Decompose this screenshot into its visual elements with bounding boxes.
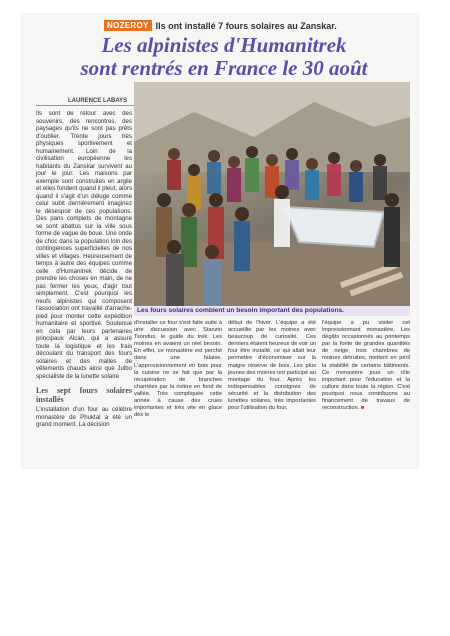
left-paragraph-2: L'installation d'un four au célèbre monastère de Phuktal a été un grand moment. La décision [36,406,132,428]
bottom-column-2 [228,320,316,460]
headline-line-1: Les alpinistes d'Humanitrek [101,33,347,57]
bottom-column-3 [322,320,410,460]
left-paragraph-1: Ils sont de retour avec des souvenirs, des rencontres, des paysages qu'ils ne sont pas prêts d'oublier. Trente jours très physiques sportivement et humainement. Loin de la civilisation européenne les habitants du Zanskar survivent au jour le jour. Les maisons par exemple sont construites en argile et elles fondent quand il pleut, alors quand il s'agit d'un déluge comme celui subit dernièrement imaginez le désespoir de ces populations. Des pans complets de montagne se sont abattus sur la ville sous forme de vague de boue. Une onde de choc dans la population loin des contingences superficielles de nos villes et villages. Heureusement de temps à autre des équipes comme celle d'Humanitrek décide de prendre les choses en main, de ne pas fermer les yeux, d'agir tout simplement. C'est pourquoi les neufs alpinistes qui composent l'association ont travaillé d'arrache-pied pour monter cette expédition humanitaire et sportive. Soutenue en cela par leurs partenaires principaux Alcan, qui a assuré toute la logistique et les frais découlant du transport des fours solaires et des malles de vêtements chauds ainsi que Julbo spécialiste de la lunette solaire [36,110,132,380]
bottom-column-1-text: d'installer ce four s'est faite suite à une discussion avec Stanzin Tsondus, le guide du trek. Les moines en avaient un réel besoin. En effet, ce monastère est perché dans une falaise. L'approvisionnement en bois pour la cuisine ne se fait que par la récupération de branches charriées par la rivière en fond de vallée. Très compliquée cette année à cause des crues importantes et très vite en glace dès le [134,320,222,419]
left-column [36,110,132,429]
end-of-article-mark: ■ [360,405,365,412]
section-subhead: Les sept fours solaires installés [36,386,132,404]
kicker-tag: NOZEROY [104,20,152,31]
kicker [104,20,337,31]
headline [40,34,408,80]
headline-line-2: sont rentrés en France le 30 août [80,56,368,80]
bottom-columns [134,320,410,460]
bottom-column-3-body: l'équipe a pu visiter cet impressionnant monastère. Les dégâts occasionnés au printemps par la fonte de grandes quantités de neige, trois chambres de moines détruites, mettent en péril la stabilité de certains bâtiments. Ce monastère joue un rôle important pour l'éducation et la culture dans toute la région. C'est pourquoi nous contribuons au financement de travaux de reconstruction. [322,320,410,412]
bottom-column-3-text [322,320,410,412]
byline-rule [36,105,144,106]
article-photo [134,82,410,306]
newspaper-clipping [22,14,418,468]
bottom-column-1 [134,320,222,460]
photo-caption: Les fours solaires comblent un besoin important des populations. [134,306,410,316]
photo-solar-oven-crowd [134,82,410,306]
kicker-text: Ils ont installé 7 fours solaires au Zanskar. [155,20,337,31]
bottom-column-2-text: début de l'hiver. L'équipe a été accueillie par les moines avec beaucoup de curiosité. Ces derniers étaient heureux de voir un four être installé, ce qui allait leur permettre d'économiser sur la maigre réserve de bois. Les plus jeunes des moines ont participé au montage du four. Après les indispensables consignes de sécurité et la distribution des lunettes solaires, très importantes pour l'utilisation du four, [228,320,316,412]
author-byline: LAURENCE LABAYS [68,98,128,104]
